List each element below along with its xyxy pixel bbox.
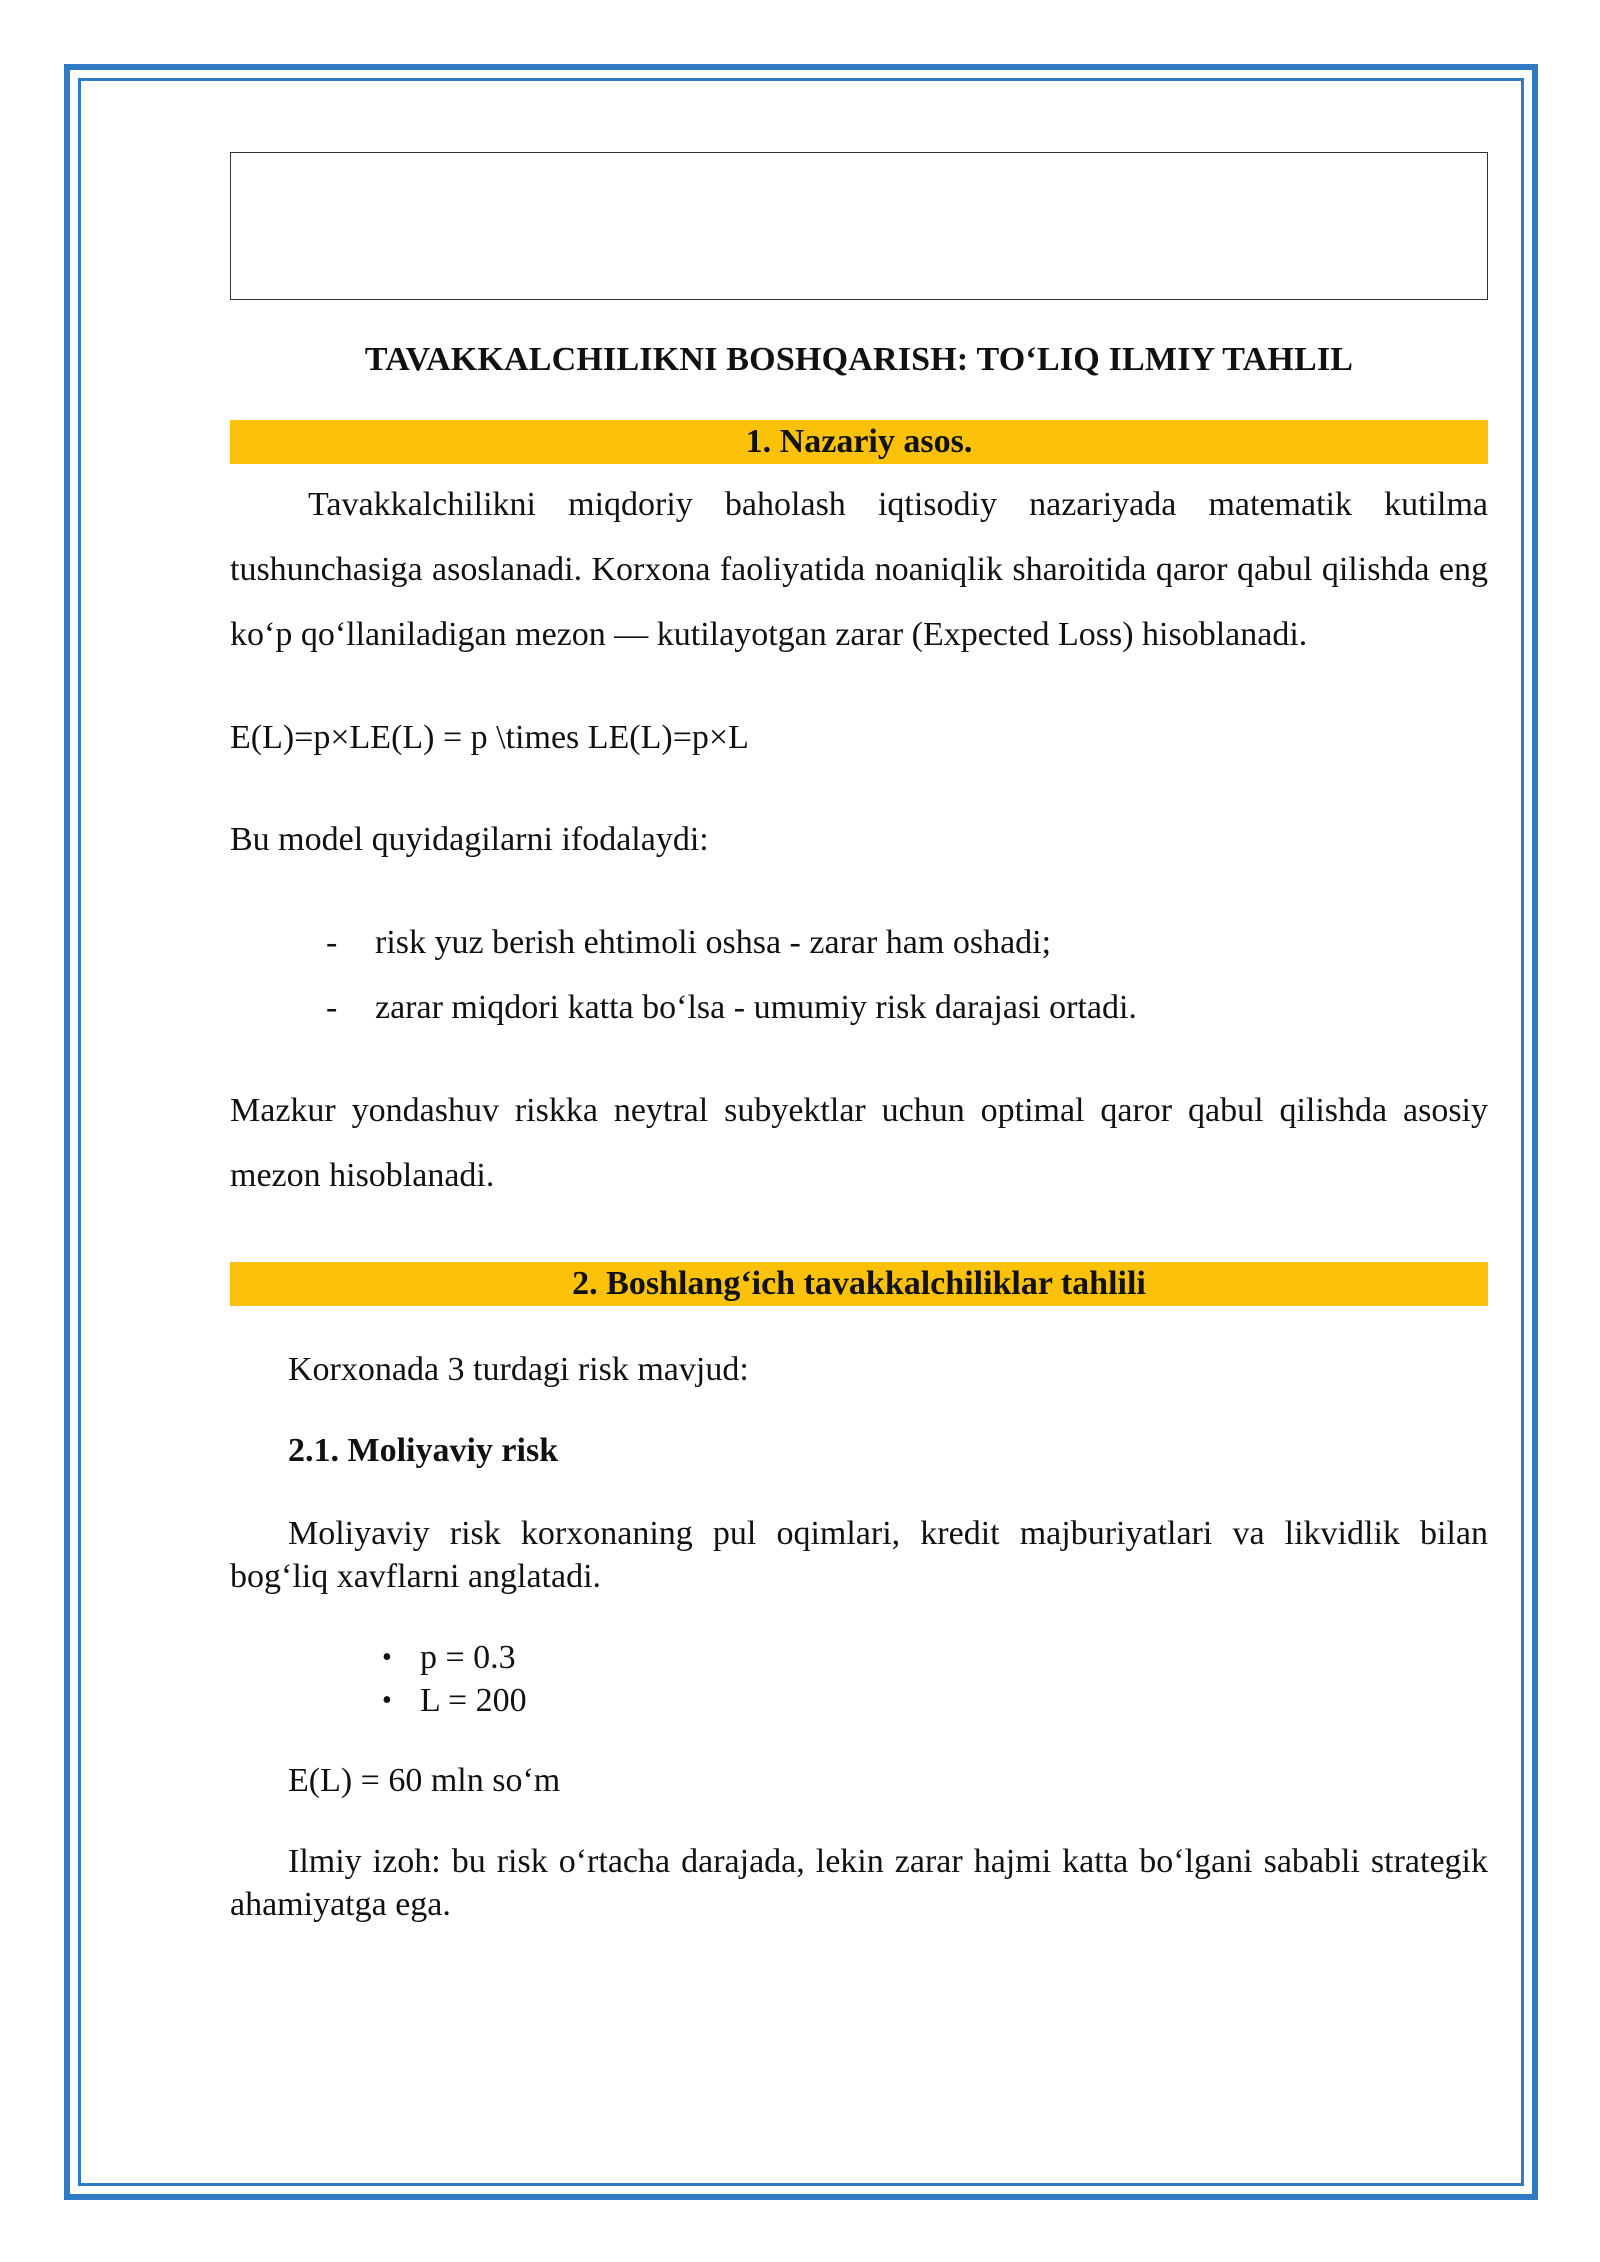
section-2-heading: 2. Boshlang‘ich tavakkalchiliklar tahlili (230, 1262, 1488, 1306)
dash-marker: - (326, 989, 338, 1026)
financial-risk-params (230, 1636, 1488, 1722)
subsection-2-1-heading: 2.1. Moliyaviy risk (288, 1432, 559, 1469)
bullet-marker: • (382, 1685, 392, 1716)
section-1-intro: Tavakkalchilikni miqdoriy baholash iqtisodiy nazariyada matematik kutilma tushunchasiga asoslanadi. Korxona faoliyatida noaniqlik sharoitida qaror qabul qilishda eng ko‘p qo‘llaniladigan mezon — kutilayotgan zarar (Expected Loss) hisoblanadi. (230, 486, 1488, 653)
financial-risk-note: Ilmiy izoh: bu risk o‘rtacha darajada, lekin zarar hajmi katta bo‘lgani sababli strategik ahamiyatga ega. (230, 1843, 1488, 1923)
financial-risk-result: E(L) = 60 mln so‘m (288, 1762, 561, 1799)
bullet-marker: • (382, 1642, 392, 1673)
list-item: - risk yuz berish ehtimoli oshsa - zarar ham oshadi; (230, 910, 1488, 975)
model-implications-list (230, 910, 1488, 1040)
dash-marker: - (326, 924, 338, 961)
expected-loss-formula: E(L)=p×LE(L) = p \times LE(L)=p×L (230, 719, 749, 756)
list-item: • p = 0.3 (230, 1636, 1488, 1679)
header-box (230, 152, 1488, 300)
list-item: • L = 200 (230, 1679, 1488, 1722)
section-2-intro: Korxonada 3 turdagi risk mavjud: (288, 1351, 749, 1388)
financial-risk-description: Moliyaviy risk korxonaning pul oqimlari, kredit majburiyatlari va likvidlik bilan bog‘liq xavflarni anglatadi. (230, 1515, 1488, 1595)
list-item: - zarar miqdori katta bo‘lsa - umumiy risk darajasi ortadi. (230, 975, 1488, 1040)
model-list-intro: Bu model quyidagilarni ifodalaydi: (230, 821, 709, 858)
document-title: TAVAKKALCHILIKNI BOSHQARISH: TO‘LIQ ILMIY TAHLIL (364, 341, 1354, 378)
document-content (230, 152, 1488, 1926)
section-1-conclusion: Mazkur yondashuv riskka neytral subyektlar uchun optimal qaror qabul qilishda asosiy mezon hisoblanadi. (230, 1092, 1488, 1194)
section-1-heading: 1. Nazariy asos. (230, 420, 1488, 464)
